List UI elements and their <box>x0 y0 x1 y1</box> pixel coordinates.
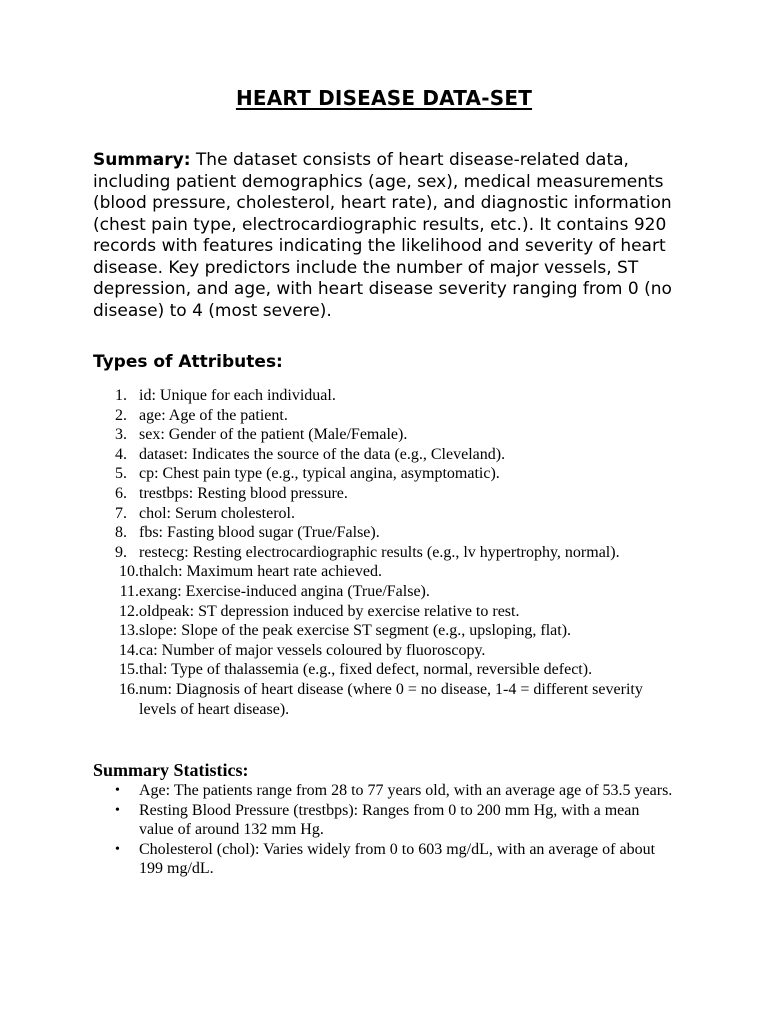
statistic-item <box>93 840 673 879</box>
attribute-item <box>93 386 673 406</box>
attribute-item <box>93 641 673 661</box>
attribute-number: 14. <box>119 641 139 659</box>
attribute-number: 1. <box>115 387 127 404</box>
statistic-text: Age: The patients range from 28 to 77 years old, with an average age of 53.5 years. <box>139 782 673 799</box>
attribute-item <box>93 523 673 543</box>
summary-label: Summary: <box>93 150 191 170</box>
attribute-number: 3. <box>115 426 127 444</box>
attribute-number: 9. <box>115 543 127 561</box>
attribute-text: dataset: Indicates the source of the data (e.g., Cleveland). <box>139 445 506 463</box>
attribute-text: restecg: Resting electrocardiographic results (e.g., lv hypertrophy, normal). <box>139 543 620 561</box>
attribute-text: cp: Chest pain type (e.g., typical angina, asymptomatic). <box>139 465 500 483</box>
attribute-number: 4. <box>115 445 127 463</box>
attribute-text: exang: Exercise-induced angina (True/False). <box>139 582 430 600</box>
attribute-number: 2. <box>115 406 127 424</box>
attribute-item <box>93 562 673 582</box>
attribute-item <box>93 425 673 445</box>
attribute-item <box>93 543 673 563</box>
statistic-text: Resting Blood Pressure (trestbps): Ranges from 0 to 200 mm Hg, with a mean value of around 132 mm Hg. <box>139 801 640 839</box>
attribute-item <box>93 504 673 524</box>
attribute-text: trestbps: Resting blood pressure. <box>139 484 348 502</box>
attribute-number: 8. <box>115 524 127 542</box>
statistics-heading: Summary Statistics: <box>93 760 249 780</box>
attribute-item <box>93 660 673 680</box>
attribute-text: thal: Type of thalassemia (e.g., fixed defect, normal, reversible defect). <box>139 661 593 679</box>
attributes-heading: Types of Attributes: <box>93 352 283 372</box>
attribute-text: num: Diagnosis of heart disease (where 0 = no disease, 1-4 = different severity levels of heart disease). <box>139 680 643 718</box>
attribute-item <box>93 445 673 465</box>
statistic-item <box>93 801 673 840</box>
statistic-item <box>93 781 673 801</box>
attribute-text: ca: Number of major vessels coloured by fluoroscopy. <box>139 641 486 659</box>
attribute-number: 16. <box>119 680 139 698</box>
attribute-item <box>93 582 673 602</box>
attribute-item <box>93 406 673 426</box>
attribute-number: 11. <box>119 582 139 600</box>
attribute-number: 5. <box>115 465 127 483</box>
attribute-text: fbs: Fasting blood sugar (True/False). <box>139 524 380 542</box>
attribute-text: sex: Gender of the patient (Male/Female). <box>139 426 408 444</box>
attribute-number: 12. <box>119 602 139 620</box>
attribute-item <box>93 464 673 484</box>
attribute-number: 15. <box>119 661 139 679</box>
attribute-text: thalch: Maximum heart rate achieved. <box>139 563 383 581</box>
attribute-number: 7. <box>115 504 127 522</box>
bullet-icon: • <box>115 841 120 857</box>
attribute-item <box>93 602 673 622</box>
attribute-text: chol: Serum cholesterol. <box>139 504 295 522</box>
attribute-text: age: Age of the patient. <box>139 406 288 424</box>
attribute-item <box>93 680 673 719</box>
statistics-list <box>93 781 673 879</box>
bullet-icon: • <box>115 783 120 798</box>
attribute-text: slope: Slope of the peak exercise ST segment (e.g., upsloping, flat). <box>139 622 572 640</box>
attributes-list <box>93 386 673 719</box>
attribute-number: 10. <box>119 563 139 581</box>
attribute-text: id: Unique for each individual. <box>139 387 336 404</box>
attribute-number: 6. <box>115 484 127 502</box>
summary-paragraph <box>93 150 683 322</box>
attribute-item <box>93 484 673 504</box>
statistic-text: Cholesterol (chol): Varies widely from 0 to 603 mg/dL, with an average of about 199 mg/dL. <box>139 840 656 878</box>
attribute-number: 13. <box>119 622 139 640</box>
attribute-item <box>93 621 673 641</box>
attribute-text: oldpeak: ST depression induced by exercise relative to rest. <box>139 602 520 620</box>
bullet-icon: • <box>115 802 120 818</box>
document-title: HEART DISEASE DATA-SET <box>235 86 533 110</box>
summary-text: The dataset consists of heart disease-related data, including patient demographics (age, sex), medical measurements (blood pressure, cholesterol, heart rate), and diagnostic information (chest pain type, electrocardiographic results, etc.). It contains 920 records with features indicating the likelihood and severity of heart disease. Key predictors include the number of major vessels, ST depression, and age, with heart disease severity ranging from 0 (no disease) to 4 (most severe). <box>93 150 672 321</box>
